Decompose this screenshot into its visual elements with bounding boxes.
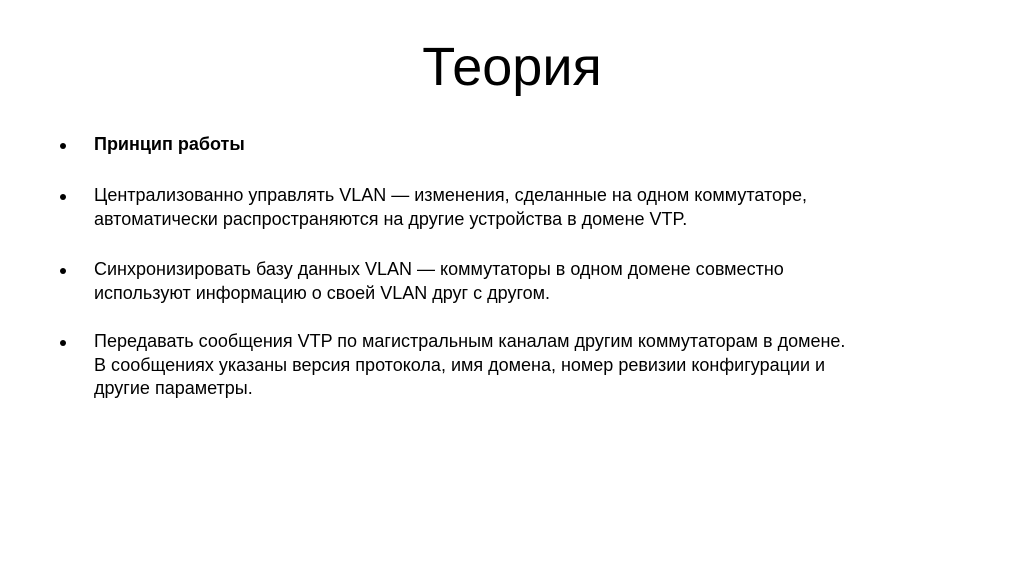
bullet-dot-icon xyxy=(60,194,66,200)
bullet-text: Передавать сообщения VTP по магистральным каналам другим коммутаторам в домене. В сообщениях указаны версия протокола, имя домена, номер ревизии конфигурации и другие параметры. xyxy=(94,331,846,398)
bullet-text: Принцип работы xyxy=(94,134,245,154)
bullet-dot-icon xyxy=(60,143,66,149)
bullet-dot-icon xyxy=(60,340,66,346)
bullet-text: Синхронизировать базу данных VLAN — коммутаторы в одном домене совместно используют информацию о своей VLAN друг с другом. xyxy=(94,259,784,303)
slide-title: Теория xyxy=(422,37,602,97)
bullet-text: Централизованно управлять VLAN — изменения, сделанные на одном коммутаторе, автоматически распространяются на другие устройства в домене VTP. xyxy=(94,185,808,229)
bullet-dot-icon xyxy=(60,268,66,274)
